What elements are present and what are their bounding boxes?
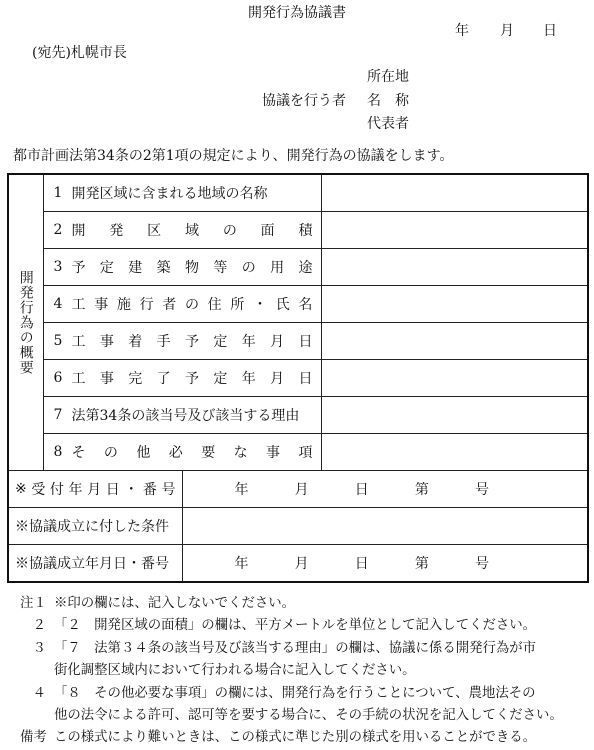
row-value-field[interactable] <box>321 212 588 249</box>
addressee: (宛先)札幌市長 <box>32 45 127 61</box>
official-use-value[interactable] <box>182 545 588 583</box>
row-number: 8 <box>53 444 63 460</box>
row-number: 6 <box>53 370 63 386</box>
row-number: 2 <box>53 222 63 238</box>
row-number: 4 <box>53 296 63 312</box>
row-value-field[interactable] <box>321 434 588 471</box>
row-label: 工 事 着 手 予 定 年 月 日 <box>71 334 313 350</box>
official-use-label: ※ 受 付 年 月 日 ・ 番 号 <box>15 481 176 498</box>
form-row <box>8 212 588 249</box>
official-use-row <box>8 545 588 583</box>
official-use-label: ※協議成立に付した条件 <box>15 519 169 535</box>
applicant-role-label: 協議を行う者 <box>262 93 346 109</box>
date-day-label: 日 <box>543 23 557 39</box>
applicant-representative-label: 代表者 <box>367 116 409 132</box>
row-label: 工 事 完 了 予 定 年 月 日 <box>71 371 313 387</box>
date-number-unit: 日 <box>354 482 369 498</box>
row-value-field[interactable] <box>321 174 588 212</box>
date-number-unit: 日 <box>354 556 369 572</box>
document-title: 開発行為協議書 <box>248 5 346 21</box>
note-text: 「７ 法第３４条の該当号及び該当する理由」の欄は、協議に係る開発行為が市 <box>54 640 537 656</box>
applicant-address-label: 所在地 <box>367 69 409 85</box>
row-label: 工 事 施 行 者 の 住 所 ・ 氏 名 <box>71 297 313 313</box>
form-row <box>8 323 588 360</box>
date-number-unit: 年 <box>234 556 249 572</box>
note-item <box>20 683 590 728</box>
row-value-field[interactable] <box>321 360 588 397</box>
date-number-unit: 号 <box>475 482 489 498</box>
official-use-row <box>8 508 588 545</box>
row-label: そ の 他 必 要 な 事 項 <box>71 445 313 461</box>
notes-section <box>20 593 590 750</box>
row-number: 5 <box>53 333 63 349</box>
row-value-field[interactable] <box>321 249 588 286</box>
note-key: ３ <box>32 640 46 656</box>
row-label: 予 定 建 築 物 等 の 用 途 <box>71 260 313 276</box>
applicant-name-label: 名 称 <box>367 93 409 109</box>
note-continuation: 他の法令による許可、認可等を要する場合に、その手続の状況を記入してください。 <box>54 708 563 724</box>
form-row <box>8 174 588 212</box>
form-row <box>8 249 588 286</box>
statement: 都市計画法第34条の2第1項の規定により、開発行為の協議をします。 <box>13 148 454 164</box>
form-row <box>8 397 588 434</box>
row-label: 開発区域に含まれる地域の名称 <box>71 186 268 202</box>
official-use-value[interactable] <box>182 508 588 545</box>
note-key: ２ <box>32 618 46 634</box>
date-number-unit: 月 <box>294 482 309 498</box>
date-month-label: 月 <box>500 23 514 39</box>
note-text: ※印の欄には、記入しないでください。 <box>54 596 296 611</box>
official-use-value[interactable] <box>182 471 588 508</box>
row-number: 3 <box>53 259 63 275</box>
official-use-label: ※協議成立年月日・番号 <box>15 556 169 572</box>
date-year-label: 年 <box>455 23 469 39</box>
row-number: 1 <box>53 185 63 201</box>
note-text: 「８ その他必要な事項」の欄には、開発行為を行うことについて、農地法その <box>54 685 536 701</box>
note-continuation: 街化調整区域内において行われる場合に記入してください。 <box>54 663 416 679</box>
note-item <box>20 593 590 615</box>
note-item <box>20 638 590 683</box>
date-number-unit: 年 <box>234 482 249 498</box>
row-value-field[interactable] <box>321 397 588 434</box>
row-value-field[interactable] <box>321 323 588 360</box>
official-use-row <box>8 471 588 508</box>
form-row <box>8 434 588 471</box>
date-number-unit: 月 <box>294 556 309 572</box>
note-text: 「２ 開発区域の面積」の欄は、平方メートルを単位として記入してください。 <box>54 618 537 634</box>
note-item <box>20 615 590 637</box>
row-label: 法第34条の該当号及び該当する理由 <box>71 408 300 424</box>
note-key: ４ <box>32 685 46 701</box>
section-side-label: 開発行為の概要 <box>17 270 34 375</box>
row-number: 7 <box>53 407 63 423</box>
note-item <box>20 727 590 749</box>
application-form-table <box>7 173 589 583</box>
date-number-unit: 第 <box>414 556 429 572</box>
date-number-unit: 第 <box>414 482 429 498</box>
note-key: 備考 <box>20 730 47 746</box>
note-text: この様式により難いときは、この様式に準じた別の様式を用いることができる。 <box>54 730 537 746</box>
form-row <box>8 286 588 323</box>
note-key: 注１ <box>20 596 47 611</box>
form-row <box>8 360 588 397</box>
date-number-unit: 号 <box>475 556 489 572</box>
row-value-field[interactable] <box>321 286 588 323</box>
row-label: 開 発 区 域 の 面 積 <box>71 223 313 239</box>
